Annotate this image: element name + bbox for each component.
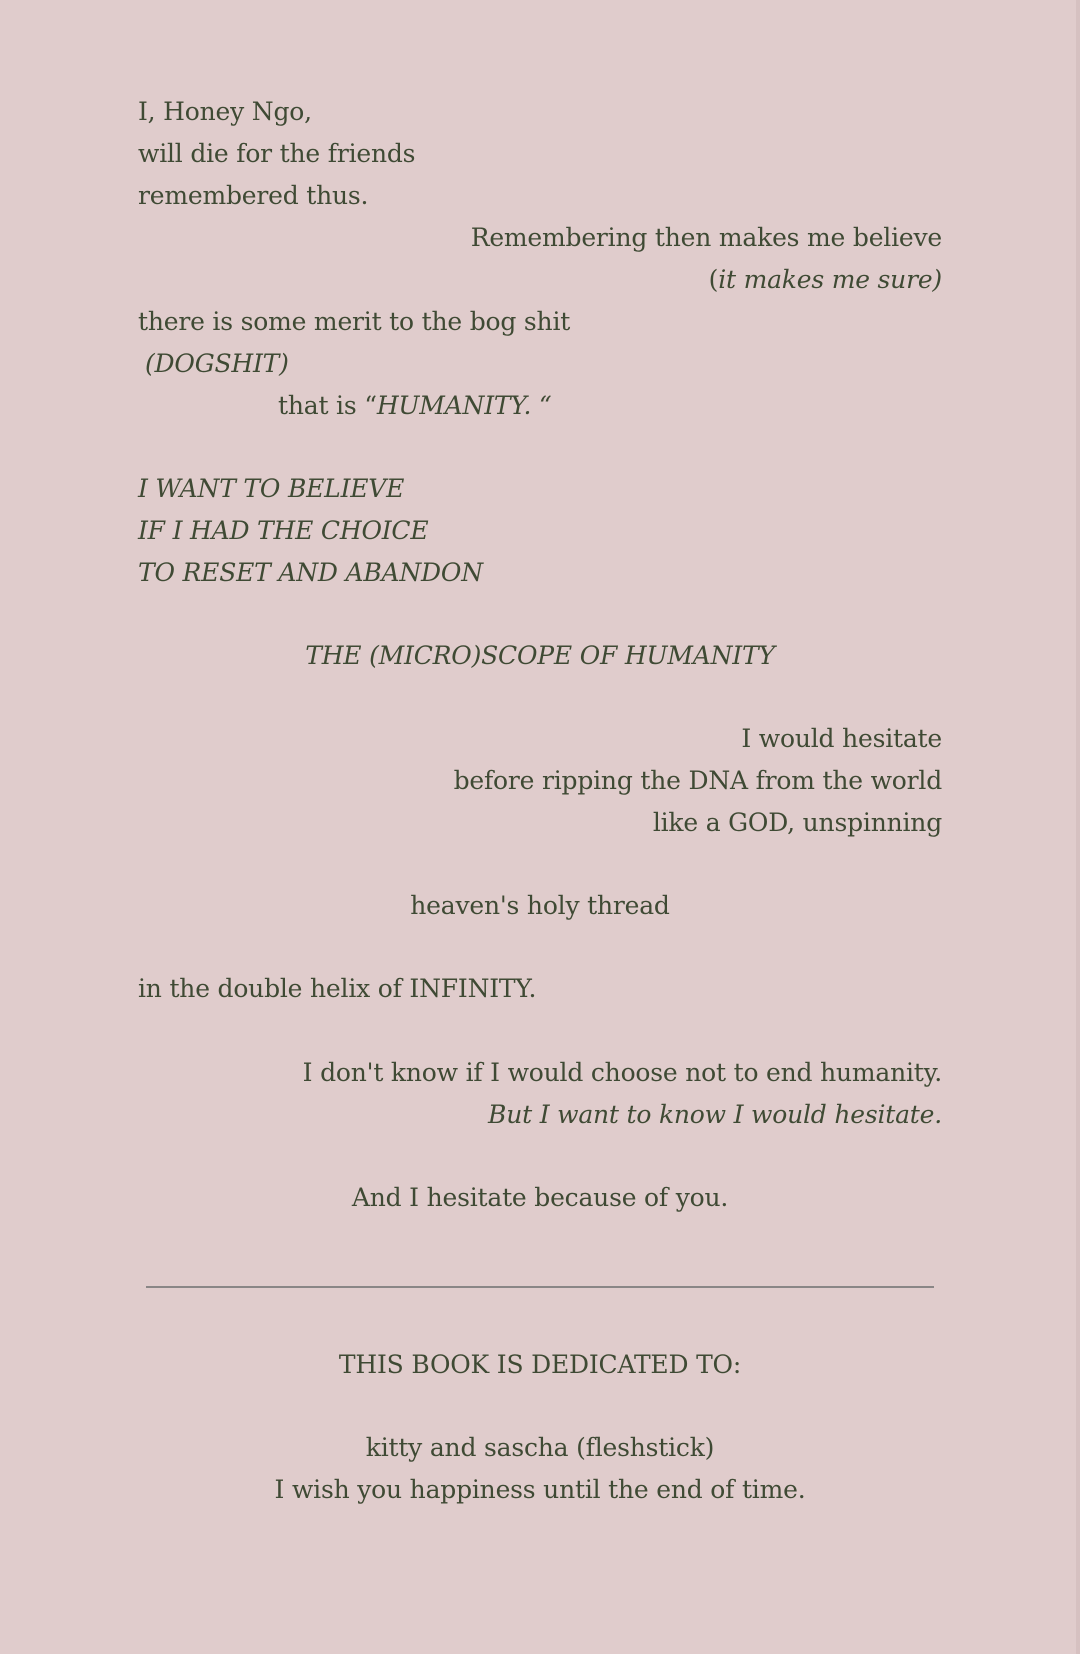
poem-line-8 (278, 390, 552, 422)
poem-line-15: like a GOD, unspinning (652, 808, 942, 837)
poem-line-5-paren: ( (708, 265, 719, 294)
poem-line-14: before ripping the DNA from the world (453, 766, 942, 795)
poem-line-1: I, Honey Ngo, (138, 97, 312, 126)
poem-line-19: But I want to know I would hesitate. (488, 1100, 942, 1129)
poem-line-11: TO RESET AND ABANDON (138, 558, 483, 587)
poem-line-8-italic: HUMANITY. “ (376, 391, 552, 420)
poem-line-6: there is some merit to the bog shit (138, 307, 571, 336)
poem-line-9: I WANT TO BELIEVE (138, 474, 405, 503)
poem-line-18: I don't know if I would choose not to end humanity. (302, 1058, 942, 1087)
poem-line-20: And I hesitate because of you. (351, 1183, 729, 1212)
page-edge (1076, 0, 1080, 1654)
poem-line-4: Remembering then makes me believe (470, 223, 942, 252)
poem-line-8-text: that is “ (278, 391, 377, 420)
poem-line-16: heaven's holy thread (410, 891, 670, 920)
poem-line-2: will die for the friends (138, 139, 416, 168)
poem-line-13: I would hesitate (741, 724, 942, 753)
dedication-heading: THIS BOOK IS DEDICATED TO: (338, 1350, 742, 1379)
dedication-line-2: I wish you happiness until the end of time. (274, 1475, 806, 1504)
poem-line-5 (709, 264, 942, 296)
section-divider (146, 1286, 934, 1288)
poem-line-5-italic: it makes me sure) (718, 265, 942, 294)
poem-line-3: remembered thus. (138, 181, 369, 210)
dedication-line-1: kitty and sascha (fleshstick) (365, 1433, 715, 1462)
poem-line-12: THE (MICRO)SCOPE OF HUMANITY (305, 641, 775, 670)
poem-line-7: (DOGSHIT) (145, 349, 289, 378)
poem-line-10: IF I HAD THE CHOICE (138, 516, 429, 545)
poem-line-17: in the double helix of INFINITY. (138, 974, 537, 1003)
